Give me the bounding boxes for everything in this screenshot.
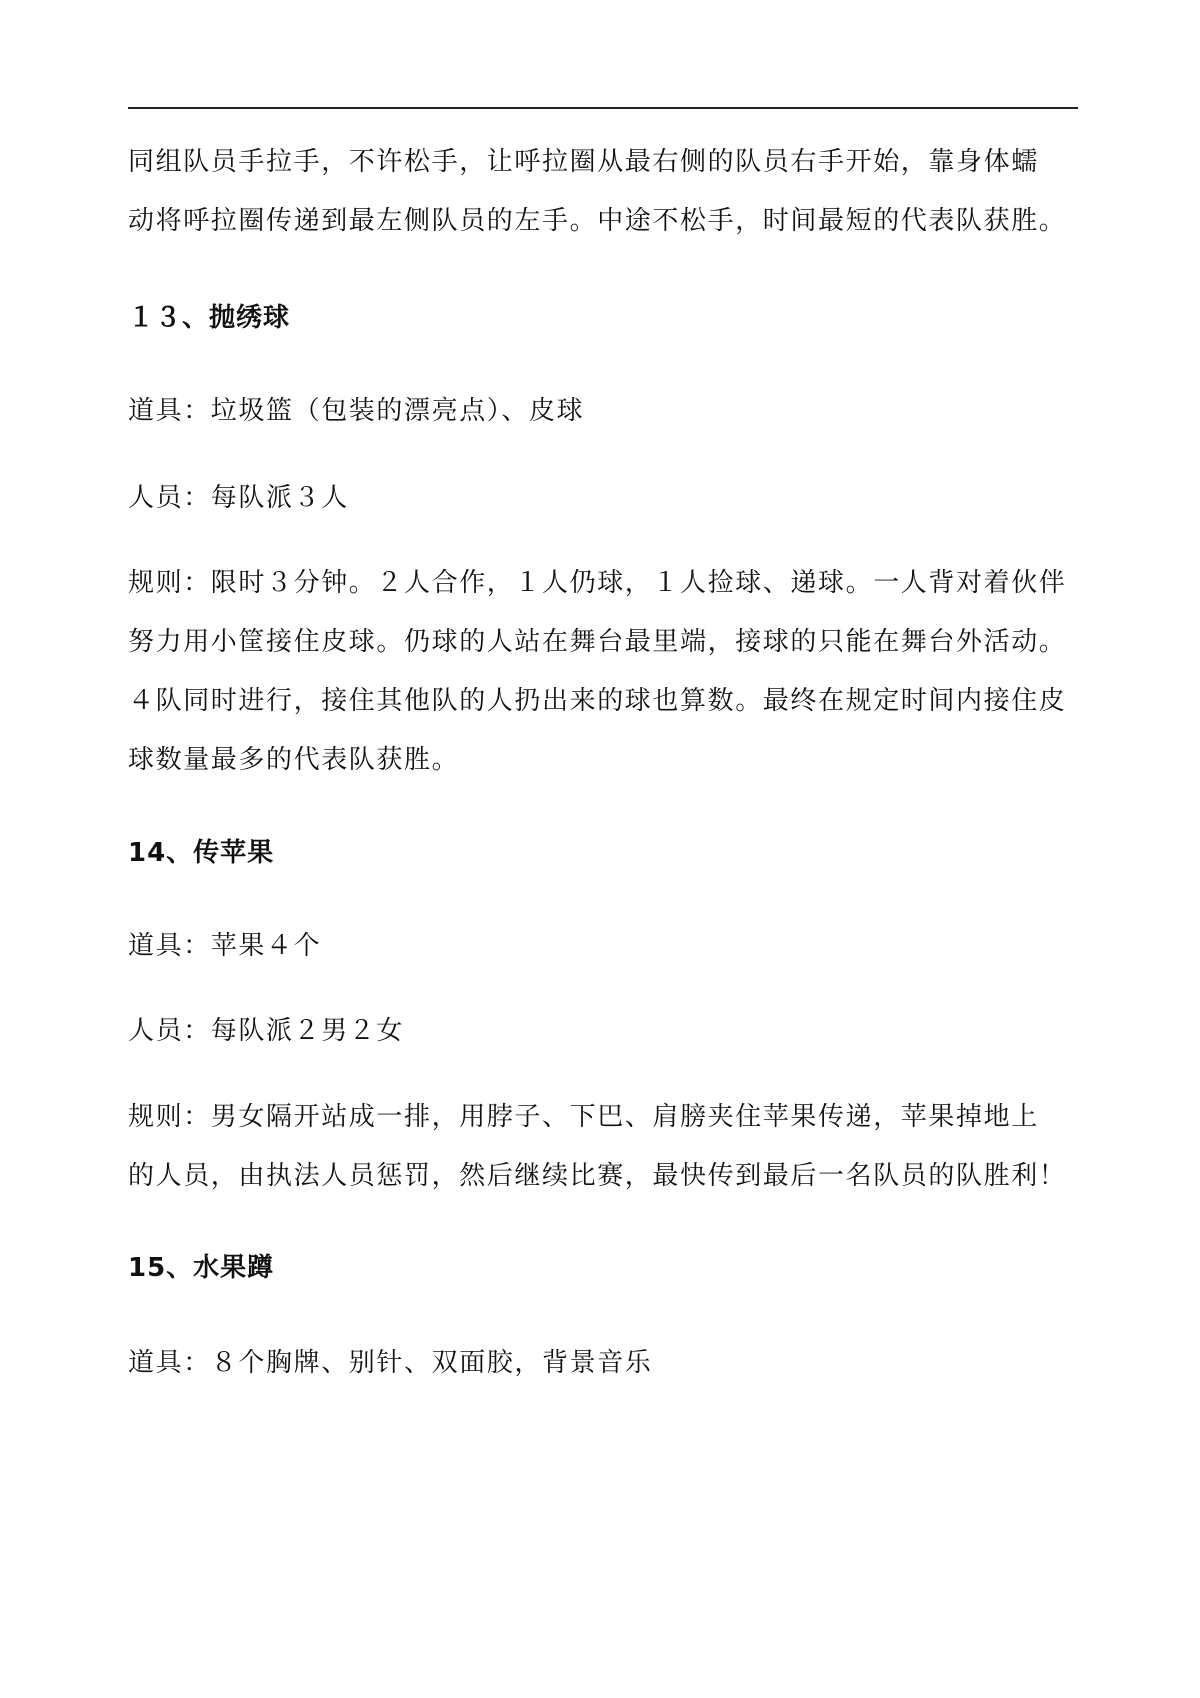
section-14-props: 道具：苹果４个	[128, 931, 322, 961]
section-14-people: 人员：每队派２男２女	[128, 1016, 405, 1046]
section-15-heading: 15、水果蹲	[128, 1253, 275, 1283]
section-13-rule-line-4: 球数量最多的代表队获胜。	[128, 745, 460, 775]
intro-line-1: 同组队员手拉手，不许松手，让呼拉圈从最右侧的队员右手开始，靠身体蠕	[128, 147, 1039, 177]
section-14-rule-line-1: 规则：男女隔开站成一排，用脖子、下巴、肩膀夹住苹果传递，苹果掉地上	[128, 1102, 1039, 1132]
section-14-rule-line-2: 的人员，由执法人员惩罚，然后继续比赛，最快传到最后一名队员的队胜利！	[128, 1161, 1067, 1191]
section-13-rule-line-1: 规则：限时３分钟。２人合作，１人仍球，１人捡球、递球。一人背对着伙伴	[128, 568, 1067, 598]
intro-line-2: 动将呼拉圈传递到最左侧队员的左手。中途不松手，时间最短的代表队获胜。	[128, 206, 1067, 236]
section-13-rule-line-3: ４队同时进行，接住其他队的人扔出来的球也算数。最终在规定时间内接住皮	[128, 686, 1067, 716]
section-13-people: 人员：每队派３人	[128, 483, 349, 513]
section-14-heading: 14、传苹果	[128, 838, 275, 868]
section-13-rule-line-2: 努力用小筐接住皮球。仍球的人站在舞台最里端，接球的只能在舞台外活动。	[128, 627, 1067, 657]
section-13-props: 道具：垃圾篮（包装的漂亮点）、皮球	[128, 396, 585, 426]
section-15-props: 道具：８个胸牌、别针、双面胶，背景音乐	[128, 1348, 653, 1378]
section-13-heading: １３、抛绣球	[128, 303, 291, 333]
header-divider	[128, 107, 1078, 109]
